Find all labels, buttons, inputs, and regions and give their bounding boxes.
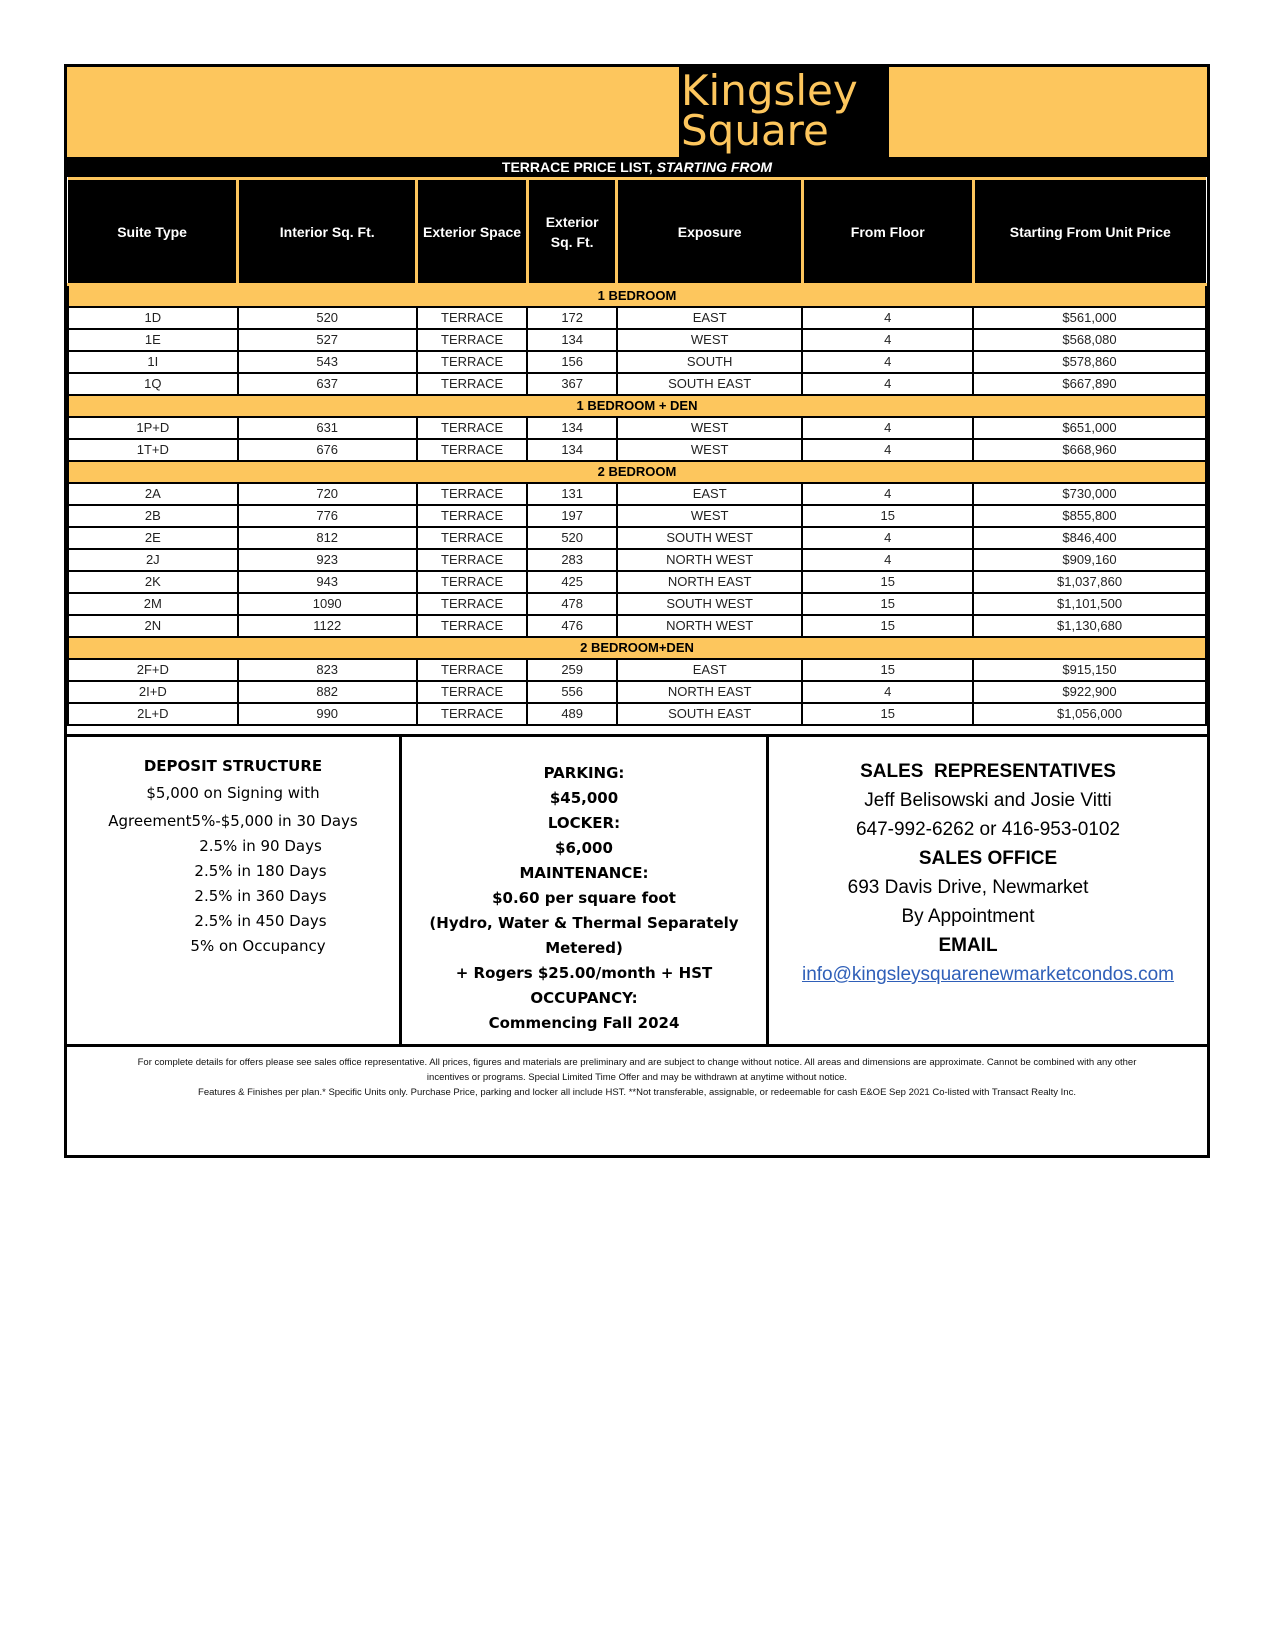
interior-sqft-cell: 1122 <box>238 615 417 637</box>
interior-sqft-cell: 543 <box>238 351 417 373</box>
exterior-sqft-cell: 197 <box>527 505 617 527</box>
header-banner <box>67 67 1207 157</box>
exterior-space-cell: TERRACE <box>417 373 528 395</box>
table-row <box>68 505 1206 527</box>
exposure-cell: SOUTH WEST <box>617 527 802 549</box>
exterior-space-cell: TERRACE <box>417 703 528 725</box>
maintenance-note: (Hydro, Water & Thermal Separately <box>429 914 739 932</box>
unit-price-cell: $1,130,680 <box>973 615 1206 637</box>
suite-type-cell: 2I+D <box>68 681 238 703</box>
from-floor-cell: 4 <box>802 483 973 505</box>
interior-sqft-cell: 637 <box>238 373 417 395</box>
locker-label: LOCKER: <box>547 814 621 832</box>
unit-price-cell: $1,056,000 <box>973 703 1206 725</box>
deposit-line: 2.5% in 180 Days <box>194 862 327 880</box>
interior-sqft-cell: 990 <box>238 703 417 725</box>
category-row <box>68 637 1206 659</box>
maintenance-label: MAINTENANCE: <box>519 864 649 882</box>
exterior-sqft-cell: 283 <box>527 549 617 571</box>
exterior-space-cell: TERRACE <box>417 439 528 461</box>
header-row <box>68 179 1206 285</box>
exterior-sqft-cell: 156 <box>527 351 617 373</box>
exposure-cell: NORTH EAST <box>617 571 802 593</box>
table-row <box>68 329 1206 351</box>
from-floor-cell: 15 <box>802 505 973 527</box>
interior-sqft-cell: 631 <box>238 417 417 439</box>
from-floor-cell: 4 <box>802 373 973 395</box>
deposit-line: 2.5% in 90 Days <box>199 837 322 855</box>
deposit-line: 2.5% in 450 Days <box>194 912 327 930</box>
suite-type-cell: 1E <box>68 329 238 351</box>
exterior-space-cell: TERRACE <box>417 417 528 439</box>
exposure-cell: WEST <box>617 439 802 461</box>
exterior-space-cell: TERRACE <box>417 659 528 681</box>
suite-type-cell: 2K <box>68 571 238 593</box>
exterior-sqft-cell: 476 <box>527 615 617 637</box>
title-italic: STARTING FROM <box>656 159 773 175</box>
interior-sqft-cell: 720 <box>238 483 417 505</box>
sales-reps-title: SALES REPRESENTATIVES <box>860 761 1116 782</box>
occupancy-label: OCCUPANCY: <box>530 989 638 1007</box>
logo-line-2: Square <box>681 106 829 155</box>
unit-price-cell: $855,800 <box>973 505 1206 527</box>
category-row <box>68 461 1206 483</box>
exterior-space-cell: TERRACE <box>417 615 528 637</box>
col-unit-price: Starting From Unit Price <box>973 179 1206 285</box>
suite-type-cell: 1I <box>68 351 238 373</box>
exterior-space-cell: TERRACE <box>417 351 528 373</box>
maintenance-note-2: Metered) <box>545 939 623 957</box>
col-suite-type: Suite Type <box>68 179 238 285</box>
suite-type-cell: 2M <box>68 593 238 615</box>
interior-sqft-cell: 943 <box>238 571 417 593</box>
maintenance-rate: $0.60 per square foot <box>492 889 676 907</box>
price-table <box>67 177 1207 726</box>
disclaimer <box>67 1044 1207 1100</box>
table-row <box>68 373 1206 395</box>
exterior-sqft-cell: 489 <box>527 703 617 725</box>
interior-sqft-cell: 923 <box>238 549 417 571</box>
exterior-space-cell: TERRACE <box>417 571 528 593</box>
exterior-sqft-cell: 172 <box>527 307 617 329</box>
from-floor-cell: 15 <box>802 571 973 593</box>
exterior-sqft-cell: 134 <box>527 329 617 351</box>
unit-price-cell: $578,860 <box>973 351 1206 373</box>
unit-price-cell: $915,150 <box>973 659 1206 681</box>
from-floor-cell: 15 <box>802 703 973 725</box>
unit-price-cell: $651,000 <box>973 417 1206 439</box>
price-sheet <box>64 64 1210 1158</box>
occupancy-date: Commencing Fall 2024 <box>488 1014 680 1032</box>
exposure-cell: EAST <box>617 659 802 681</box>
deposit-line: 2.5% in 360 Days <box>194 887 327 905</box>
exposure-cell: SOUTH WEST <box>617 593 802 615</box>
exposure-cell: WEST <box>617 417 802 439</box>
table-row <box>68 703 1206 725</box>
from-floor-cell: 4 <box>802 439 973 461</box>
suite-type-cell: 1D <box>68 307 238 329</box>
exterior-sqft-cell: 259 <box>527 659 617 681</box>
suite-type-cell: 1T+D <box>68 439 238 461</box>
table-row <box>68 549 1206 571</box>
suite-type-cell: 1Q <box>68 373 238 395</box>
rogers-fee: + Rogers $25.00/month + HST <box>455 964 713 982</box>
sales-office-title: SALES OFFICE <box>918 848 1058 869</box>
disclaimer-line-1: For complete details for offers please see sales office representative. All prices, figures and materials are preliminary and are subject to change without notice. All areas and dimensions are approximate. Cannot be combined with any other <box>137 1057 1137 1068</box>
exposure-cell: NORTH WEST <box>617 615 802 637</box>
table-row <box>68 571 1206 593</box>
interior-sqft-cell: 676 <box>238 439 417 461</box>
category-row <box>68 395 1206 417</box>
interior-sqft-cell: 776 <box>238 505 417 527</box>
deposit-structure-panel <box>67 737 399 1047</box>
category-row <box>68 285 1206 308</box>
table-row <box>68 351 1206 373</box>
suite-type-cell: 2N <box>68 615 238 637</box>
exterior-space-cell: TERRACE <box>417 549 528 571</box>
suite-type-cell: 1P+D <box>68 417 238 439</box>
exterior-sqft-cell: 478 <box>527 593 617 615</box>
sales-reps-phones: 647-992-6262 or 416-953-0102 <box>855 819 1121 840</box>
table-row <box>68 593 1206 615</box>
logo-line-1: Kingsley <box>681 66 858 115</box>
interior-sqft-cell: 882 <box>238 681 417 703</box>
interior-sqft-cell: 823 <box>238 659 417 681</box>
col-exterior-space: Exterior Space <box>417 179 528 285</box>
from-floor-cell: 4 <box>802 417 973 439</box>
from-floor-cell: 4 <box>802 351 973 373</box>
table-row <box>68 417 1206 439</box>
from-floor-cell: 15 <box>802 615 973 637</box>
price-list-title <box>67 157 1207 177</box>
kingsley-square-logo <box>679 67 889 157</box>
suite-type-cell: 2A <box>68 483 238 505</box>
unit-price-cell: $1,037,860 <box>973 571 1206 593</box>
costs-panel <box>399 737 766 1047</box>
exposure-cell: WEST <box>617 505 802 527</box>
table-row <box>68 659 1206 681</box>
unit-price-cell: $568,080 <box>973 329 1206 351</box>
from-floor-cell: 4 <box>802 549 973 571</box>
deposit-line: Agreement5%-$5,000 in 30 Days <box>108 812 358 830</box>
category-label: 1 BEDROOM <box>68 285 1206 308</box>
exterior-sqft-cell: 425 <box>527 571 617 593</box>
exterior-sqft-cell: 520 <box>527 527 617 549</box>
unit-price-cell: $667,890 <box>973 373 1206 395</box>
price-table-body <box>68 285 1206 726</box>
sales-reps-names: Jeff Belisowski and Josie Vitti <box>864 790 1112 811</box>
interior-sqft-cell: 812 <box>238 527 417 549</box>
exterior-sqft-cell: 556 <box>527 681 617 703</box>
exterior-sqft-cell: 367 <box>527 373 617 395</box>
from-floor-cell: 4 <box>802 681 973 703</box>
exterior-space-cell: TERRACE <box>417 329 528 351</box>
exposure-cell: SOUTH EAST <box>617 703 802 725</box>
exterior-space-cell: TERRACE <box>417 527 528 549</box>
unit-price-cell: $909,160 <box>973 549 1206 571</box>
unit-price-cell: $730,000 <box>973 483 1206 505</box>
unit-price-cell: $561,000 <box>973 307 1206 329</box>
table-row <box>68 307 1206 329</box>
from-floor-cell: 4 <box>802 307 973 329</box>
table-row <box>68 527 1206 549</box>
disclaimer-line-2: incentives or programs. Special Limited Time Offer and may be withdrawn at anytime without notice. <box>426 1072 848 1083</box>
sales-office-note: By Appointment <box>901 906 1035 927</box>
interior-sqft-cell: 1090 <box>238 593 417 615</box>
email-link[interactable]: info@kingsleysquarenewmarketcondos.com <box>801 964 1175 985</box>
exterior-sqft-cell: 134 <box>527 417 617 439</box>
exterior-space-cell: TERRACE <box>417 483 528 505</box>
unit-price-cell: $668,960 <box>973 439 1206 461</box>
suite-type-cell: 2E <box>68 527 238 549</box>
parking-price: $45,000 <box>549 789 619 807</box>
exposure-cell: EAST <box>617 307 802 329</box>
category-label: 1 BEDROOM + DEN <box>68 395 1206 417</box>
exposure-cell: NORTH EAST <box>617 681 802 703</box>
exterior-space-cell: TERRACE <box>417 307 528 329</box>
table-row <box>68 439 1206 461</box>
sales-panel <box>766 737 1207 1047</box>
disclaimer-line-3: Features & Finishes per plan.* Specific Units only. Purchase Price, parking and locker all include HST. **Not transferable, assignable, or redeemable for cash E&OE Sep 2021 Co-listed with Transact Realty Inc. <box>198 1087 1076 1098</box>
suite-type-cell: 2F+D <box>68 659 238 681</box>
info-section <box>67 734 1207 1047</box>
deposit-line: $5,000 on Signing with <box>146 784 320 802</box>
title-plain: TERRACE PRICE LIST, <box>501 159 657 175</box>
exterior-space-cell: TERRACE <box>417 505 528 527</box>
email-title: EMAIL <box>938 935 998 956</box>
deposit-line: 5% on Occupancy <box>190 937 326 955</box>
exterior-sqft-cell: 134 <box>527 439 617 461</box>
unit-price-cell: $922,900 <box>973 681 1206 703</box>
table-row <box>68 681 1206 703</box>
col-from-floor: From Floor <box>802 179 973 285</box>
category-label: 2 BEDROOM+DEN <box>68 637 1206 659</box>
deposit-title: DEPOSIT STRUCTURE <box>143 757 323 775</box>
exposure-cell: WEST <box>617 329 802 351</box>
table-row <box>68 483 1206 505</box>
col-interior-sqft: Interior Sq. Ft. <box>238 179 417 285</box>
sales-office-address: 693 Davis Drive, Newmarket <box>847 877 1089 898</box>
unit-price-cell: $846,400 <box>973 527 1206 549</box>
parking-label: PARKING: <box>543 764 625 782</box>
table-row <box>68 615 1206 637</box>
suite-type-cell: 2B <box>68 505 238 527</box>
interior-sqft-cell: 520 <box>238 307 417 329</box>
exterior-sqft-cell: 131 <box>527 483 617 505</box>
category-label: 2 BEDROOM <box>68 461 1206 483</box>
col-exterior-sqft: Exterior Sq. Ft. <box>527 179 617 285</box>
from-floor-cell: 4 <box>802 527 973 549</box>
suite-type-cell: 2J <box>68 549 238 571</box>
locker-price: $6,000 <box>555 839 613 857</box>
exposure-cell: SOUTH EAST <box>617 373 802 395</box>
unit-price-cell: $1,101,500 <box>973 593 1206 615</box>
from-floor-cell: 15 <box>802 659 973 681</box>
exposure-cell: EAST <box>617 483 802 505</box>
interior-sqft-cell: 527 <box>238 329 417 351</box>
suite-type-cell: 2L+D <box>68 703 238 725</box>
from-floor-cell: 4 <box>802 329 973 351</box>
col-exposure: Exposure <box>617 179 802 285</box>
exposure-cell: NORTH WEST <box>617 549 802 571</box>
exposure-cell: SOUTH <box>617 351 802 373</box>
from-floor-cell: 15 <box>802 593 973 615</box>
exterior-space-cell: TERRACE <box>417 681 528 703</box>
exterior-space-cell: TERRACE <box>417 593 528 615</box>
